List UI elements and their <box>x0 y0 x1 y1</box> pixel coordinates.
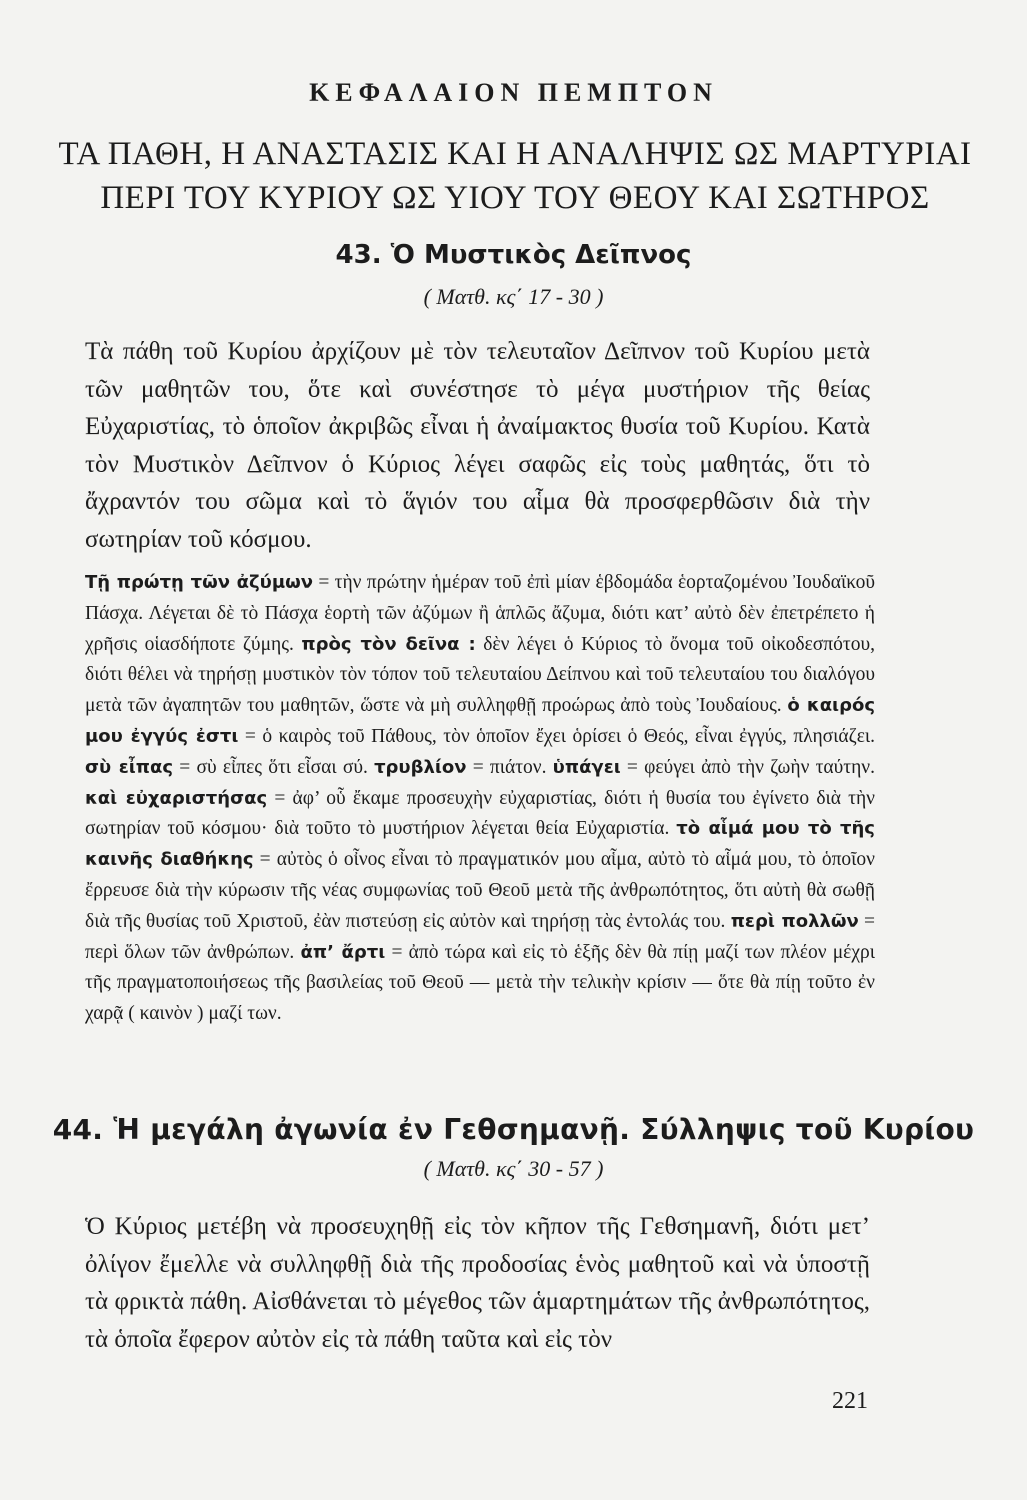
commentary-term: καὶ εὐχαριστήσας <box>85 787 268 809</box>
section-43-paragraph: Τὰ πάθη τοῦ Κυρίου ἀρχίζουν μὲ τὸν τελευταῖον Δεῖπνον τοῦ Κυρίου μετὰ τῶν μαθητῶν του, ὅτε καὶ συνέστησε τὸ μέγα μυστήριον τῆς θείας Εὐχαριστίας, τὸ ὁποῖον ἀκριβῶς εἶναι ἡ ἀναίμακτος θυσία τοῦ Κυρίου. Κατὰ τὸν Μυστικὸν Δεῖπνον ὁ Κύριος λέγει σαφῶς εἰς τοὺς μαθητάς, ὅτι τὸ ἄχραντόν του σῶμα καὶ τὸ ἅγιόν του αἷμα θὰ προσφερθῶσιν διὰ τὴν σωτηρίαν τοῦ κόσμου. <box>85 338 870 553</box>
commentary-term: σὺ εἶπας <box>85 756 174 778</box>
section-43-heading: 43. Ὁ Μυστικὸς Δεῖπνος <box>335 240 692 270</box>
chapter-title-line-2: ΠΕΡΙ ΤΟΥ ΚΥΡΙΟΥ ΩΣ ΥΙΟΥ ΤΟΥ ΘΕΟΥ ΚΑΙ ΣΩΤΗΡΟΣ <box>100 180 930 216</box>
commentary-explanation: = ἀφ’ οὗ ἔκαμε προσευχὴν εὐχαριστίας, διότι ἡ θυσία του ἐγίνετο διὰ τὴν σωτηρίαν τοῦ κόσμου· διὰ τοῦτο τὸ μυστήριον λέγεται θεία Εὐχαριστία. <box>85 787 876 840</box>
section-44-heading: 44. Ἡ μεγάλη ἀγωνία ἐν Γεθσημανῇ. Σύλληψις τοῦ Κυρίου <box>52 1113 975 1146</box>
chapter-title-line-1: ΤΑ ΠΑΘΗ, Η ΑΝΑΣΤΑΣΙΣ ΚΑΙ Η ΑΝΑΛΗΨΙΣ ΩΣ ΜΑΡΤΥΡΙΑΙ <box>58 136 972 172</box>
chapter-label: ΚΕΦΑΛΑΙΟΝ ΠΕΜΠΤΟΝ <box>309 78 718 107</box>
commentary-term: ὁ καιρός μου ἐγγύς ἐστι <box>85 695 875 747</box>
commentary-explanation: = πιάτον. <box>466 756 553 778</box>
commentary-term: πρὸς τὸν δεῖνα : <box>301 633 476 655</box>
commentary-explanation: = ἀπὸ τώρα καὶ εἰς τὸ ἑξῆς δὲν θὰ πίῃ μαζί των πλέον μέχρι τῆς πραγματοποιήσεως τῆς βασιλείας τοῦ Θεοῦ — μετὰ τὴν τελικὴν κρίσιν — ὅτε θὰ πίῃ τοῦτο ἐν χαρᾷ ( καινὸν ) μαζί των. <box>85 941 875 1025</box>
commentary-explanation: = τὴν πρώτην ἡμέραν τοῦ ἐπὶ μίαν ἑβδομάδα ἑορταζομένου Ἰουδαϊκοῦ Πάσχα. Λέγεται δὲ τὸ Πάσχα ἑορτὴ τῶν ἀζύμων ἢ ἁπλῶς ἄζυμα, διότι κατ’ αὐτὸ δὲν ἐπετρέπετο ἡ χρῆσις οἱασδήποτε ζύμης. <box>85 572 875 655</box>
commentary-term: περὶ πολλῶν <box>730 910 859 932</box>
commentary-term: ἀπ’ ἄρτι <box>300 941 386 963</box>
section-44-reference: ( Ματθ. κς΄ 30 - 57 ) <box>423 1156 604 1181</box>
commentary-term: Τῇ πρώτῃ τῶν ἀζύμων <box>85 572 313 593</box>
commentary-explanation: = περὶ ὅλων τῶν ἀνθρώπων. <box>85 910 876 963</box>
chapter-title <box>40 132 990 220</box>
commentary-explanation: = φεύγει ἀπὸ τὴν ζωὴν ταύτην. <box>620 756 876 778</box>
commentary-term: ὑπάγει <box>552 756 621 778</box>
commentary-explanation: = σὺ εἶπες ὅτι εἶσαι σύ. <box>173 756 375 778</box>
section-44-paragraph: Ὁ Κύριος μετέβη νὰ προσευχηθῇ εἰς τὸν κῆπον τῆς Γεθσημανῆ, διότι μετ’ ὀλίγον ἔμελλε νὰ συλληφθῇ διὰ τῆς προδοσίας ἑνὸς μαθητοῦ καὶ νὰ ὑποστῇ τὰ φρικτὰ πάθη. Αἰσθάνεται τὸ μέγεθος τῶν ἁμαρτημάτων τῆς ἀνθρωπότητος, τὰ ὁποῖα ἔφερον αὐτὸν εἰς τὰ πάθη ταῦτα καὶ εἰς τὸν <box>85 1213 870 1353</box>
section-43-commentary <box>85 568 875 1030</box>
commentary-term: τρυβλίον <box>374 756 467 778</box>
commentary-term: τὸ αἷμά μου τὸ τῆς καινῆς διαθήκης <box>85 818 875 871</box>
commentary-explanation: = ὁ καιρὸς τοῦ Πάθους, τὸν ὁποῖον ἔχει ὁρίσει ὁ Θεός, εἶναι ἐγγύς, πλησιάζει. <box>238 725 875 747</box>
page-number: 221 <box>832 1388 868 1414</box>
commentary-explanation: = αὐτὸς ὁ οἶνος εἶναι τὸ πραγματικόν μου αἷμα, αὐτὸ τὸ αἷμά μου, τὸ ὁποῖον ἔρρευσε διὰ τὴν κύρωσιν τῆς νέας συμφωνίας τοῦ Θεοῦ μετὰ τῆς ἀνθρωπότητος, ὅτι αὐτὴ θὰ σωθῇ διὰ τῆς θυσίας τοῦ Χριστοῦ, ἐὰν πιστεύσῃ εἰς αὐτὸν καὶ τηρήσῃ τὰς ἐντολάς του. <box>85 849 875 932</box>
section-43-reference: ( Ματθ. κς΄ 17 - 30 ) <box>423 284 604 309</box>
commentary-explanation: δὲν λέγει ὁ Κύριος τὸ ὄνομα τοῦ οἰκοδεσπότου, διότι θέλει νὰ τηρήσῃ μυστικὸν τὸν τόπον τοῦ τελευταίου Δείπνου καὶ τοῦ τελευταίου του διαλόγου μετὰ τῶν ἀγαπητῶν του μαθητῶν, ὥστε νὰ μὴ συλληφθῇ προώρως ἀπὸ τοὺς Ἰουδαίους. <box>85 633 875 717</box>
